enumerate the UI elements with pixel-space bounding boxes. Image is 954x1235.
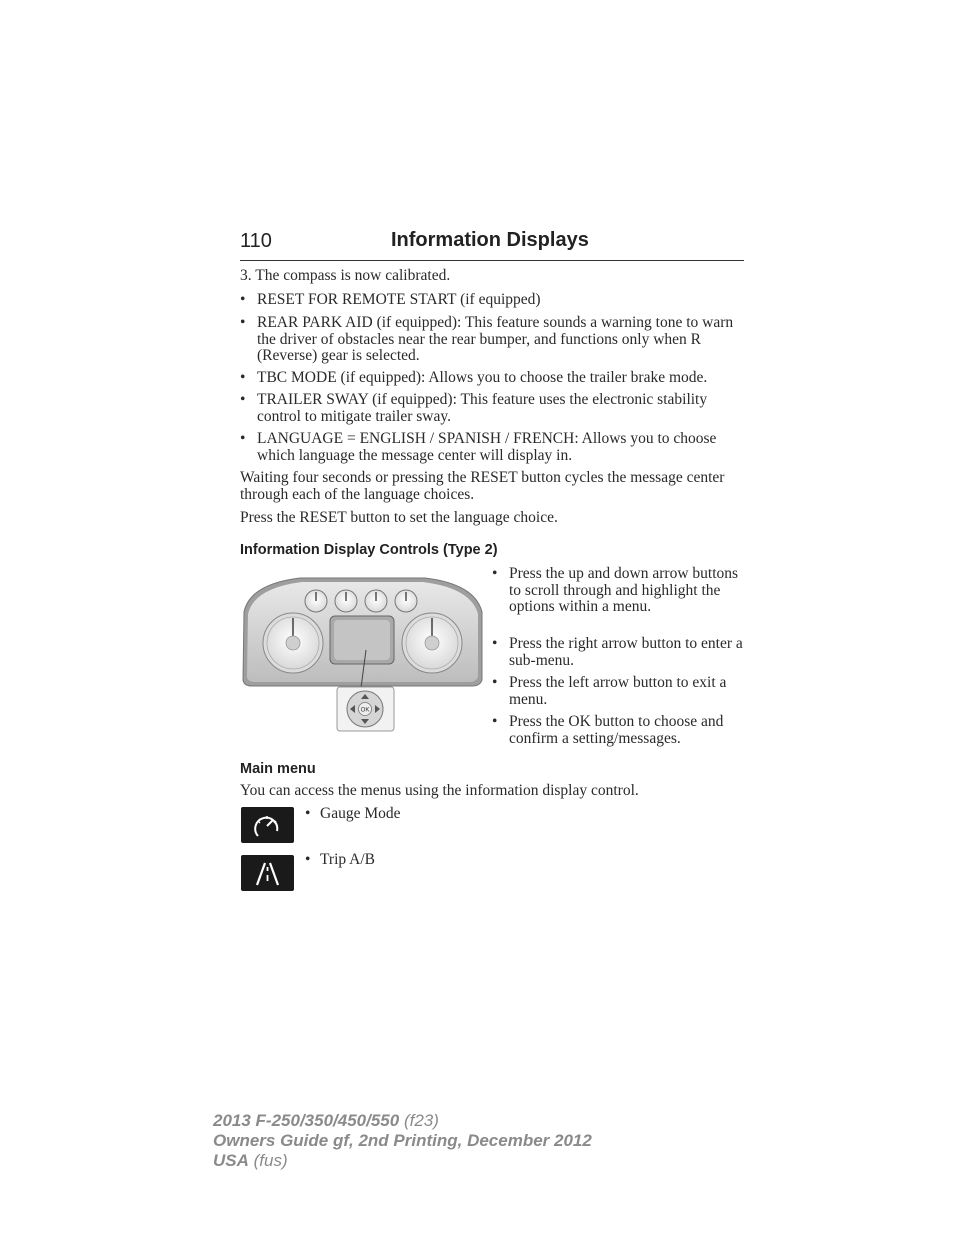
instrument-cluster-illustration — [240, 570, 485, 735]
list-item-text: Press the up and down arrow buttons to scroll through and highlight the options within a menu. — [509, 565, 739, 615]
footer-market-code: (fus) — [253, 1151, 288, 1170]
menu-item-gauge-mode — [305, 806, 401, 823]
bullet-dot: • — [492, 674, 498, 691]
controls-heading: Information Display Controls (Type 2) — [240, 542, 498, 558]
list-item — [492, 675, 744, 708]
bullet-dot: • — [492, 713, 498, 730]
list-item — [240, 392, 744, 425]
list-item — [240, 292, 744, 309]
instrument-cluster-drawing — [240, 570, 485, 735]
bullet-dot: • — [240, 369, 246, 386]
list-item-text: Press the left arrow button to exit a menu. — [509, 674, 727, 708]
road-icon — [241, 855, 294, 891]
list-item-text: Press the OK button to choose and confirm a setting/messages. — [509, 713, 724, 747]
intro-line: 3. The compass is now calibrated. — [240, 267, 451, 284]
footer-market: USA — [213, 1151, 249, 1170]
list-item — [492, 636, 744, 669]
section-title: Information Displays — [391, 229, 589, 251]
main-menu-intro: You can access the menus using the information display control. — [240, 782, 639, 799]
list-item-text: RESET FOR REMOTE START (if equipped) — [257, 291, 541, 308]
bullet-dot: • — [492, 565, 498, 582]
list-item — [492, 714, 744, 747]
page-number: 110 — [240, 230, 272, 252]
list-item-text: TBC MODE (if equipped): Allows you to choose the trailer brake mode. — [257, 369, 708, 386]
bullet-dot: • — [305, 851, 311, 868]
menu-item-label: Gauge Mode — [320, 805, 401, 822]
bullet-dot: • — [240, 291, 246, 308]
bullet-dot: • — [240, 314, 246, 331]
bullet-dot: • — [240, 391, 246, 408]
list-item-text: TRAILER SWAY (if equipped): This feature uses the electronic stability control to mitigate trailer sway. — [257, 391, 708, 425]
footer-model-code: (f23) — [403, 1111, 439, 1130]
bullet-dot: • — [305, 805, 311, 822]
menu-item-trip — [305, 852, 375, 869]
paragraph: Waiting four seconds or pressing the RESET button cycles the message center through each of the language choices. — [240, 469, 725, 503]
list-item-text: REAR PARK AID (if equipped): This feature sounds a warning tone to warn the driver of obstacles near the rear bumper, and functions only when R (Reverse) gear is selected. — [257, 314, 734, 364]
gauge-icon — [241, 807, 294, 843]
list-item — [240, 370, 744, 387]
list-item-text: Press the right arrow button to enter a sub-menu. — [509, 635, 743, 669]
menu-item-label: Trip A/B — [320, 851, 375, 868]
list-item-text: LANGUAGE = ENGLISH / SPANISH / FRENCH: Allows you to choose which language the message center will display in. — [257, 430, 717, 464]
paragraph: Press the RESET button to set the language choice. — [240, 509, 558, 526]
list-item — [492, 566, 744, 616]
page-footer — [213, 1111, 592, 1171]
ok-button-label: OK — [360, 707, 370, 714]
page-header — [240, 228, 744, 261]
bullet-dot: • — [492, 635, 498, 652]
main-menu-heading: Main menu — [240, 761, 316, 777]
list-item — [240, 431, 744, 464]
footer-edition: Owners Guide gf, 2nd Printing, December 2012 — [213, 1131, 592, 1150]
bullet-dot: • — [240, 430, 246, 447]
footer-model: 2013 F-250/350/450/550 — [213, 1111, 400, 1130]
list-item — [240, 315, 744, 365]
